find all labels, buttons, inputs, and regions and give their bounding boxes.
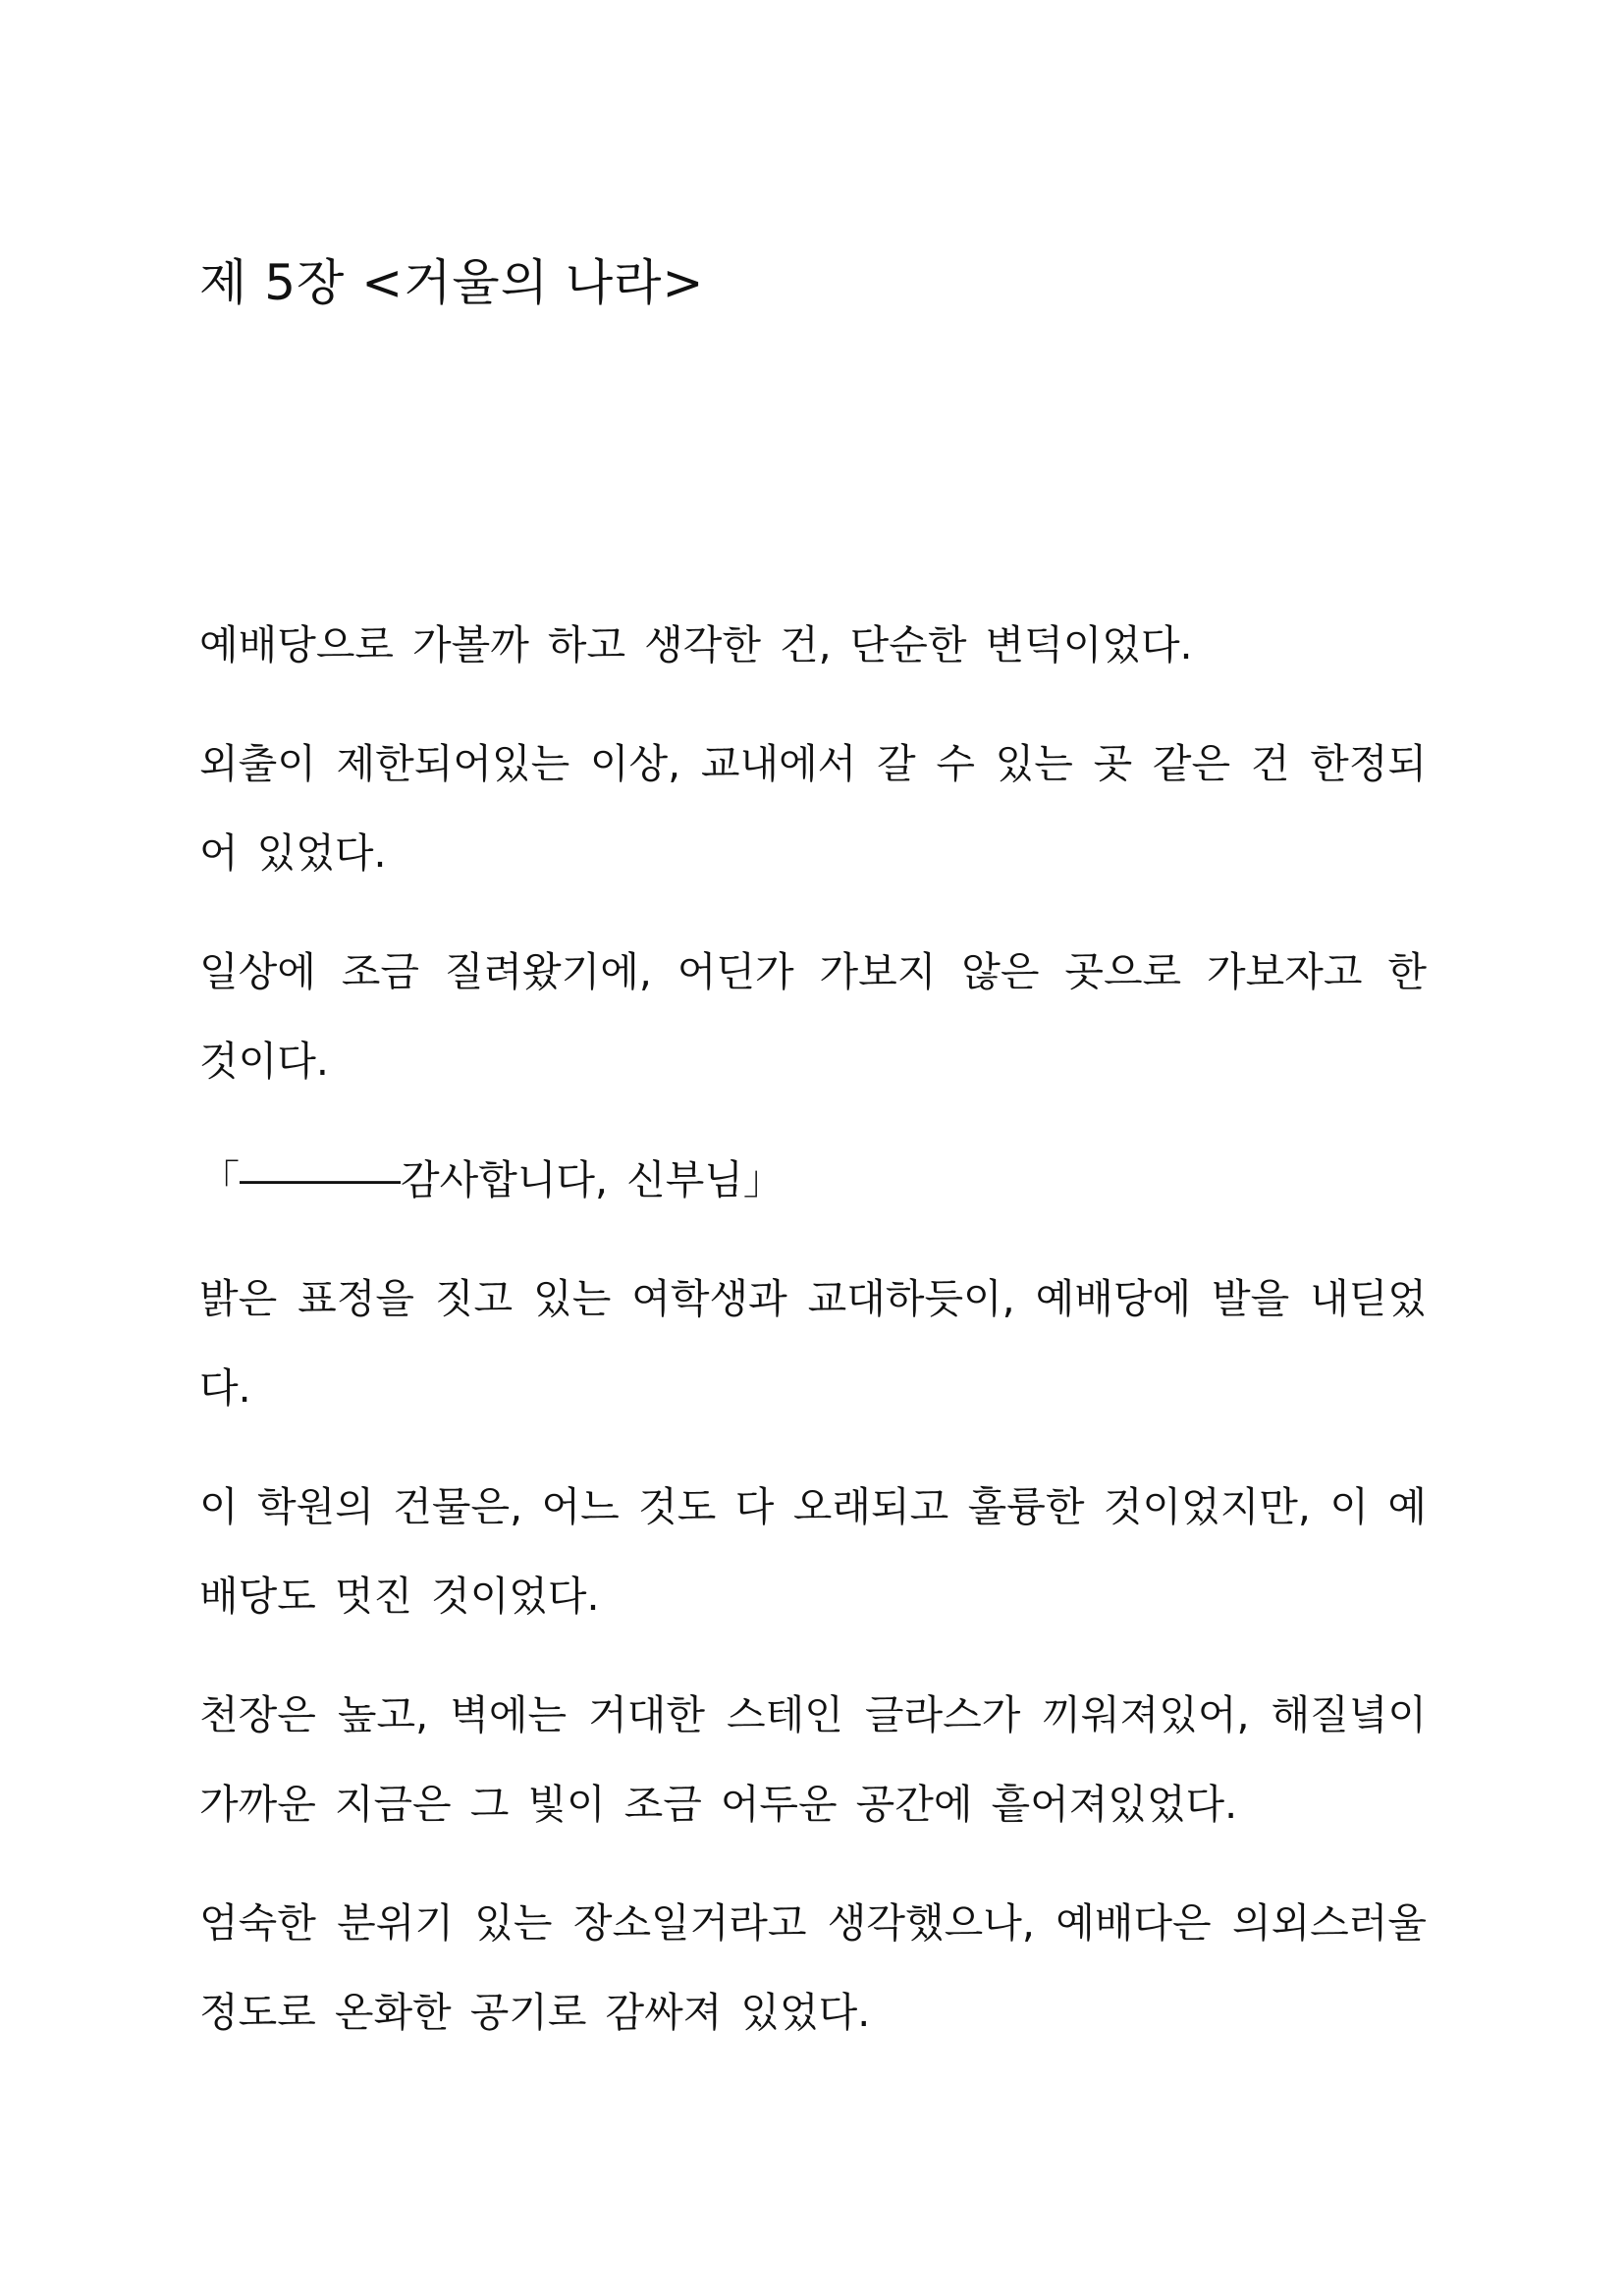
paragraph-3: 일상에 조금 질려왔기에, 어딘가 가보지 않은 곳으로 가보자고 한 것이다.	[199, 948, 1427, 1085]
paragraph-6: 이 학원의 건물은, 어느 것도 다 오래되고 훌륭한 것이었지만, 이 예배당도 멋진 것이었다.	[199, 1483, 1427, 1620]
chapter-title: 제 5장 <거울의 나라>	[199, 254, 705, 311]
paragraph-8: 엄숙한 분위기 있는 장소일거라고 생각했으나, 예배다은 의외스러울 정도로 온화한 공기로 감싸져 있었다.	[199, 1899, 1427, 2036]
paragraph-7: 천장은 높고, 벽에는 거대한 스테인 글라스가 끼워져있어, 해질녘이 가까운 지금은 그 빛이 조금 어두운 공간에 흩어져있었다.	[199, 1691, 1427, 1828]
paragraph-5: 밝은 표정을 짓고 있는 여학생과 교대하듯이, 예배당에 발을 내딛었다.	[199, 1275, 1427, 1412]
paragraph-4-dialogue: 「――――감사합니다, 신부님」	[199, 1156, 784, 1203]
body-text	[199, 601, 1427, 2087]
paragraph-1: 예배당으로 가볼까 하고 생각한 건, 단순한 변덕이었다.	[199, 621, 1193, 668]
paragraph-2: 외출이 제한되어있는 이상, 교내에서 갈 수 있는 곳 같은 건 한정되어 있었다.	[199, 740, 1427, 877]
